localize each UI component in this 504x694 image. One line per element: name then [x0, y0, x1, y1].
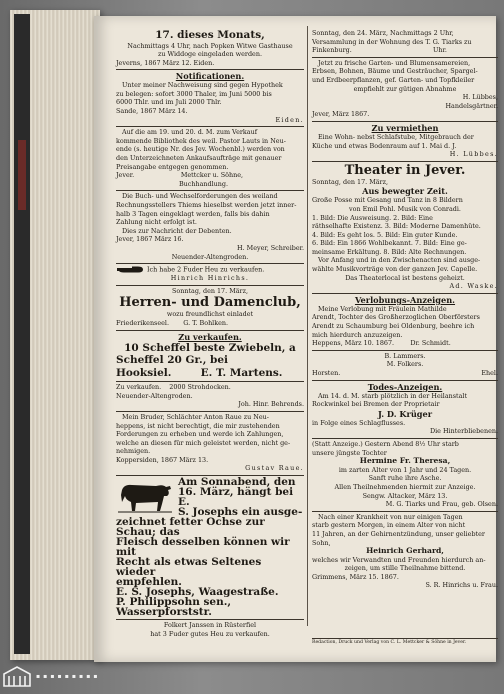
ad-library: [116, 127, 304, 191]
ad-line: Das Theaterlocal ist bestens geheizt.: [345, 273, 465, 282]
ad-engagement: [312, 294, 498, 351]
ad-signature: Joh. Hinr. Behrends.: [238, 400, 304, 409]
ad-heading: Theater in Jever.: [344, 162, 466, 178]
ad-line: mich hierdurch anzuzeigen.: [312, 330, 403, 339]
ad-seeds: [312, 58, 498, 122]
ad-line: Versammlung in der Wohnung des T. G. Tiarks zu: [312, 37, 472, 46]
ad-signature: S. R. Hinrichs u. Frau.: [425, 581, 498, 590]
ad-line: S. Josephs ein ausge-: [178, 506, 303, 519]
ad-line: Küche und etwas Bodenraum auf 1. Mai d. J.: [312, 141, 457, 150]
ad-line: von Emil Pohl. Musik von Conradi.: [349, 204, 461, 213]
ad-heading: Herren- und Damenclub,: [119, 295, 301, 311]
ad-death-1: [312, 381, 498, 439]
ad-rent: [312, 122, 498, 162]
ad-line: zeichnet fetter Ochse zur Schau; das: [116, 516, 265, 539]
ad-line: Jetzt zu frische Garten- und Blumensamereien,: [318, 58, 471, 67]
ad-line: Mein Bruder, Schlächter Anton Raue zu Neu-: [122, 412, 269, 421]
ad-line: Dies zur Nachricht der Debenten.: [122, 226, 232, 235]
ad-name: Hermine Fr. Theresa,: [359, 456, 451, 466]
ad-line: M. Folkers.: [386, 360, 424, 369]
ad-line: Fleisch desselben können wir mit: [116, 536, 290, 559]
ad-line: Nachmittags 4 Uhr, nach Popken Witwe Gasthause: [127, 41, 293, 50]
ad-line: Forderungen zu erheben und werde ich Zahlungen,: [116, 430, 284, 439]
ad-line: Sonntag, den 17. März,: [171, 286, 248, 295]
ad-signature: H. Meyer, Schreiber.: [237, 243, 304, 252]
section-heading: Notificationen.: [175, 71, 245, 82]
ad-hay: [116, 264, 304, 286]
ad-line: 16. März, hängt bei E.: [178, 486, 294, 509]
ad-dance-club: [116, 286, 304, 331]
spine-label: [18, 140, 26, 210]
ad-heading: 10 Scheffel beste Zwiebeln, a: [124, 341, 296, 354]
ad-line: Am Sonnabend, den: [178, 476, 296, 489]
ad-meeting: [116, 28, 304, 70]
ad-line: wählte Musikvorträge von der ganzen Jev. Capelle.: [312, 265, 478, 274]
ad-line: welches wir Verwandten und Freunden hierdurch an-: [312, 555, 486, 564]
imprint-footer: Redaction, Druck und Verlag von C. L. Mettcker & Söhne in Jever.: [312, 638, 498, 646]
ad-line: Allen Theilnehmenden hiermit zur Anzeige.: [334, 482, 476, 491]
ad-line: Sohn,: [312, 538, 331, 547]
ad-signature: Die Hinterbliebenen.: [430, 427, 498, 436]
ad-onions: [116, 331, 304, 383]
ad-line: heppens, ist nicht berechtigt, die mir zustehenden: [116, 421, 280, 430]
ad-line: Neuender-Altengroden.: [116, 391, 193, 400]
ad-ox: [116, 476, 304, 620]
ad-assembly: [312, 28, 498, 58]
ad-heading: 17. dieses Monats,: [155, 29, 265, 41]
ad-line: zu belegen: sofort 3000 Thaler, im Juni 5000 bis: [116, 89, 272, 98]
ad-theater: [312, 162, 498, 294]
ad-line: Arendt, Tochter des Großherzoglichen Oberförsters: [312, 313, 480, 322]
ad-line: unsere jüngste Tochter: [312, 448, 387, 457]
ad-name: Heinrich Gerhard,: [366, 546, 444, 556]
ad-line: Sonntag, den 17. März,: [312, 177, 389, 186]
ad-line: Ich habe 2 Fuder Heu zu verkaufen.: [147, 265, 265, 274]
ad-line: Die Buch- und Wechselforderungen des weiland: [122, 192, 278, 201]
section-heading: Verlobungs-Anzeigen.: [354, 294, 456, 305]
ad-signature: H. Lübbes,: [462, 93, 498, 102]
book-spine: [14, 14, 30, 654]
ad-line: Heppens, März 10. 1867. Dr. Schmidt.: [312, 339, 451, 348]
column-divider: [307, 26, 308, 626]
ad-line: Auf die am 19. und 20. d. M. zum Verkauf: [122, 128, 258, 137]
ad-line: Grimmens, März 15. 1867.: [312, 572, 399, 581]
ad-line: empfiehlt zur gütigen Abnahme: [353, 84, 457, 93]
ad-line: Eine Wohn- nebst Schlafstube, Mitgebrauch der: [318, 132, 474, 141]
ad-hay-2: [116, 620, 304, 640]
ad-heading: Aus bewegter Zeit.: [362, 186, 448, 197]
ad-line: Rechnungsstellers Thiems hieselbst werden jetzt inner-: [116, 201, 297, 209]
ad-line: 6000 Thlr. und im Juli 2000 Thlr.: [116, 98, 222, 107]
ad-line: Jever, März 1867.: [312, 110, 370, 119]
ad-notifications: [116, 70, 304, 127]
ad-line: Friederikenseel. G. T. Bohlken.: [116, 319, 229, 328]
ad-signature: Eiden.: [275, 115, 304, 124]
ad-line: wozu freundlichst einladet: [166, 310, 254, 319]
ad-line: Buchhandlung.: [116, 179, 229, 188]
ad-heading: Hooksiel. E. T. Martens.: [116, 366, 283, 379]
ad-line: Große Posse mit Gesang und Tanz in 8 Bildern: [312, 196, 463, 205]
left-column: [116, 28, 304, 640]
ox-illustration: [116, 478, 174, 514]
ad-line: Meine Verlobung mit Fräulein Mathilde: [318, 304, 447, 313]
ad-line: Jeverns, 1867 März 12. Eiden.: [116, 58, 215, 67]
ad-line: Vor Anfang und in den Zwischenacten sind ausge-: [318, 256, 481, 265]
ad-line: 6. Bild: Ein 1866 Wohlbekannt. 7. Bild: Eine ge-: [312, 239, 467, 248]
ad-line: halb 3 Tagen eingeklagt werden, falls bis dahin: [116, 209, 270, 218]
section-heading: Zu verkaufen.: [178, 331, 242, 342]
section-heading: Todes-Anzeigen.: [367, 381, 443, 392]
ad-line: ende (s. heutige Nr. des Jev. Wochenbl.) werden von: [116, 145, 285, 154]
ad-line: zu Widdoge eingeladen werden.: [158, 50, 262, 59]
ad-line: hat 3 Fuder gutes Heu zu verkaufen.: [150, 629, 270, 638]
ad-line: Jever, 1867 März 16.: [116, 235, 184, 244]
ad-line: Zu verkaufen. 2000 Strohdocken.: [116, 383, 231, 392]
ad-line: Folkert Janssen in Rüsterfiel: [163, 621, 257, 630]
ad-line: und Erdbeerpflanzen, gef. Garten- und Topfkleiler: [312, 75, 475, 84]
ad-line: Sande, 1867 März 14.: [116, 107, 188, 116]
library-logo: [2, 664, 32, 688]
ad-line: Arendt zu Schaumburg bei Oldenburg, beehre ich: [312, 322, 475, 331]
ad-death-3: [312, 512, 498, 592]
ad-line: zeigen, um stille Theilnahme bittend.: [344, 564, 466, 573]
ad-line: 4. Bild: Es geht los. 5. Bild: Ein guter Kunde.: [312, 230, 458, 239]
library-logo-lettering: ▪ ▪ ▪ ▪ ▪ ▪ ▪ ▪ ▪: [36, 673, 99, 680]
ad-line: Finkenburg. Uhr.: [312, 46, 447, 55]
ad-line: Recht als etwas Seltenes wieder: [116, 556, 262, 579]
ad-name: J. D. Krüger: [377, 408, 433, 419]
ad-line: Rockwinkel bei Bremen der Proprietair: [312, 400, 440, 409]
ad-line: räthselhafte Existenz. 3. Bild: Moderne Damenhüte.: [312, 222, 481, 231]
ad-line: Neuender-Altengroden.: [171, 252, 249, 261]
ad-line: empfehlen.: [116, 576, 182, 589]
ad-heading: Scheffel 20 Gr., bei: [116, 354, 229, 367]
ad-line: nehmigen.: [116, 447, 151, 456]
ad-line: Unter meiner Nachweisung sind gegen Hypothek: [122, 81, 283, 90]
ad-line: im zarten Alter von 1 Jahr und 24 Tagen.: [338, 465, 472, 474]
ad-line: meinsame Erkältung. 8. Bild: Alte Rechnungen.: [312, 247, 467, 256]
ad-line: starb gestern Morgen, in einem Alter von nicht: [312, 521, 466, 530]
ad-line: B. Lammers.: [384, 351, 426, 360]
ad-line: Sengw. Altacker, März 13.: [362, 491, 448, 500]
ad-signature: Ad. Waske.: [449, 282, 498, 291]
ad-line: (Statt Anzeige.) Gestern Abend 8½ Uhr starb: [312, 439, 459, 448]
ad-claims: [116, 191, 304, 264]
ad-signature: M. G. Tiarks und Frau, geb. Olsen.: [385, 500, 498, 509]
ad-line: Preisangabe entgegen genommen.: [116, 162, 229, 171]
pointing-hand-icon: [116, 265, 144, 274]
ad-line: Ehel.: [481, 369, 498, 377]
ad-death-2: [312, 439, 498, 512]
ad-line: 11 Jahren, an der Gehirnentzündung, unser geliebter: [312, 529, 485, 538]
ad-line: Zahlung nicht erfolgt ist.: [116, 218, 197, 227]
ad-line: Am 14. d. M. starb plötzlich in der Heilanstalt: [318, 391, 468, 400]
ad-line: in Folge eines Schlagflusses.: [312, 418, 406, 427]
ad-signature: E. S. Josephs, Waagestraße.: [116, 586, 279, 599]
ad-signature: Gustav Raue.: [245, 464, 304, 473]
ad-line: Sonntag, den 24. März, Nachmittags 2 Uhr,: [312, 29, 454, 37]
ad-engaged-couple: [312, 351, 498, 381]
ad-line: Koppersiden, 1867 März 13.: [116, 455, 209, 464]
ad-line: welche an diesen für mich geleistet werden, nicht ge-: [116, 438, 291, 447]
ad-line: den Unterzeichneten Ankaufsaufträge mit genauer: [116, 154, 282, 163]
section-heading: Zu vermiethen: [371, 122, 439, 133]
ad-line: 1. Bild: Die Ausweisung. 2. Bild: Eine: [312, 213, 433, 222]
ad-signature: H. Lübbes.: [449, 150, 498, 159]
ad-signature: P. Philippsohn sen., Wasserpforststr.: [116, 596, 232, 619]
ad-line: Horsten.: [312, 369, 341, 377]
ad-signature: Hinrich Hinrichs.: [170, 274, 250, 283]
ad-brother: [116, 412, 304, 476]
ad-signature: Handelsgärtner.: [445, 101, 498, 110]
ad-line: Sanft ruhe ihre Asche.: [368, 474, 442, 483]
ad-straw: [116, 382, 304, 412]
right-column: [312, 28, 498, 592]
ad-line: Erbsen, Bohnen, Bäume und Gesträucher, Spargel-: [312, 67, 478, 76]
ad-line: Nach einer Krankheit von nur einigen Tagen: [318, 512, 463, 521]
ad-line: Jever. Mettcker u. Söhne,: [116, 171, 244, 180]
ad-line: kommende Bibliothek des weil. Pastor Lauts in Neu-: [116, 136, 286, 145]
